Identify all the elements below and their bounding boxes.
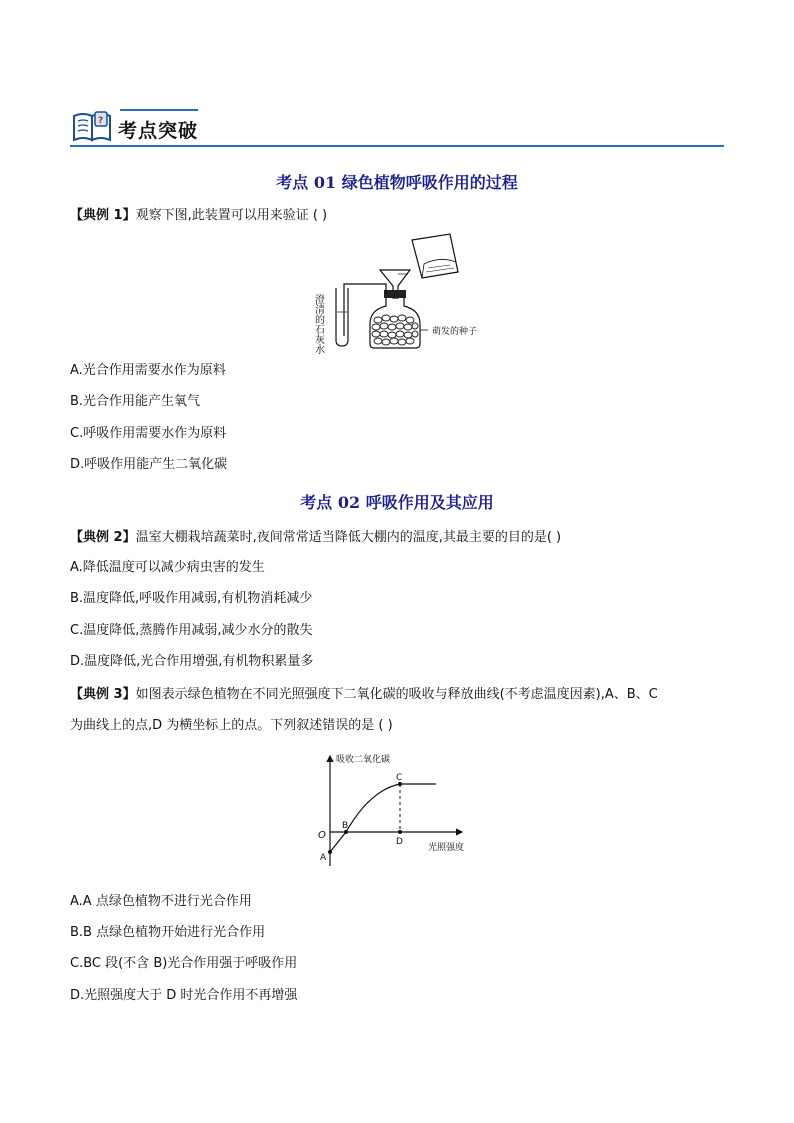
- question-2-label: 【典例 2】: [70, 530, 136, 545]
- option-3a[interactable]: A.A 点绿色植物不进行光合作用: [70, 894, 252, 909]
- section-title-02: 考点 02 呼吸作用及其应用: [300, 493, 494, 512]
- x-axis-label: 光照强度: [428, 843, 465, 853]
- option-2d[interactable]: D.温度降低,光合作用增强,有机物积累量多: [70, 654, 314, 669]
- origin-label: O: [318, 830, 326, 841]
- open-book-icon: [70, 106, 114, 146]
- y-axis-label: 吸收二氧化碳: [336, 755, 391, 765]
- page-title: 考点突破: [118, 120, 199, 142]
- question-3: [70, 685, 658, 705]
- seeds: [372, 315, 418, 345]
- apparatus-figure: [300, 228, 500, 354]
- question-1: [70, 206, 327, 226]
- header-divider: [70, 145, 724, 147]
- tube-label: 澄清的石灰水: [312, 294, 324, 354]
- option-1c[interactable]: C.呼吸作用需要水作为原料: [70, 426, 227, 441]
- option-2c[interactable]: C.温度降低,蒸腾作用减弱,减少水分的散失: [70, 623, 313, 638]
- option-3b[interactable]: B.B 点绿色植物开始进行光合作用: [70, 925, 266, 940]
- point-b-label: B: [342, 821, 349, 831]
- option-2b[interactable]: B.温度降低,呼吸作用减弱,有机物消耗减少: [70, 591, 313, 606]
- co2-curve: [330, 784, 436, 852]
- point-a-label: A: [320, 853, 327, 863]
- question-3-line2: 为曲线上的点,D 为横坐标上的点。下列叙述错误的是 ( ): [70, 718, 393, 733]
- test-tube: [336, 288, 348, 346]
- seed-label: 萌发的种子: [432, 327, 478, 337]
- question-2: [70, 528, 561, 548]
- co2-curve-figure: [310, 748, 490, 873]
- option-3d[interactable]: D.光照强度大于 D 时光合作用不再增强: [70, 988, 298, 1003]
- point-d-label: D: [396, 837, 403, 847]
- option-3c[interactable]: C.BC 段(不含 B)光合作用强于呼吸作用: [70, 956, 298, 971]
- beaker: [412, 234, 458, 278]
- point-c-label: C: [396, 773, 403, 783]
- question-1-label: 【典例 1】: [70, 208, 136, 223]
- question-1-stem: 观察下图,此装置可以用来验证 ( ): [135, 208, 328, 223]
- option-1b[interactable]: B.光合作用能产生氧气: [70, 394, 201, 409]
- svg-text:?: ?: [98, 116, 104, 126]
- option-1a[interactable]: A.光合作用需要水作为原料: [70, 363, 226, 378]
- section-title-01: 考点 01 绿色植物呼吸作用的过程: [276, 173, 518, 192]
- option-1d[interactable]: D.呼吸作用能产生二氧化碳: [70, 457, 228, 472]
- header-overline: [120, 109, 198, 111]
- option-2a[interactable]: A.降低温度可以减少病虫害的发生: [70, 560, 265, 575]
- question-3-stem-line1: 如图表示绿色植物在不同光照强度下二氧化碳的吸收与释放曲线(不考虑温度因素),A、B、C: [135, 687, 658, 702]
- question-2-stem: 温室大棚栽培蔬菜时,夜间常常适当降低大棚内的温度,其最主要的目的是( ): [135, 530, 562, 545]
- question-3-label: 【典例 3】: [70, 687, 136, 702]
